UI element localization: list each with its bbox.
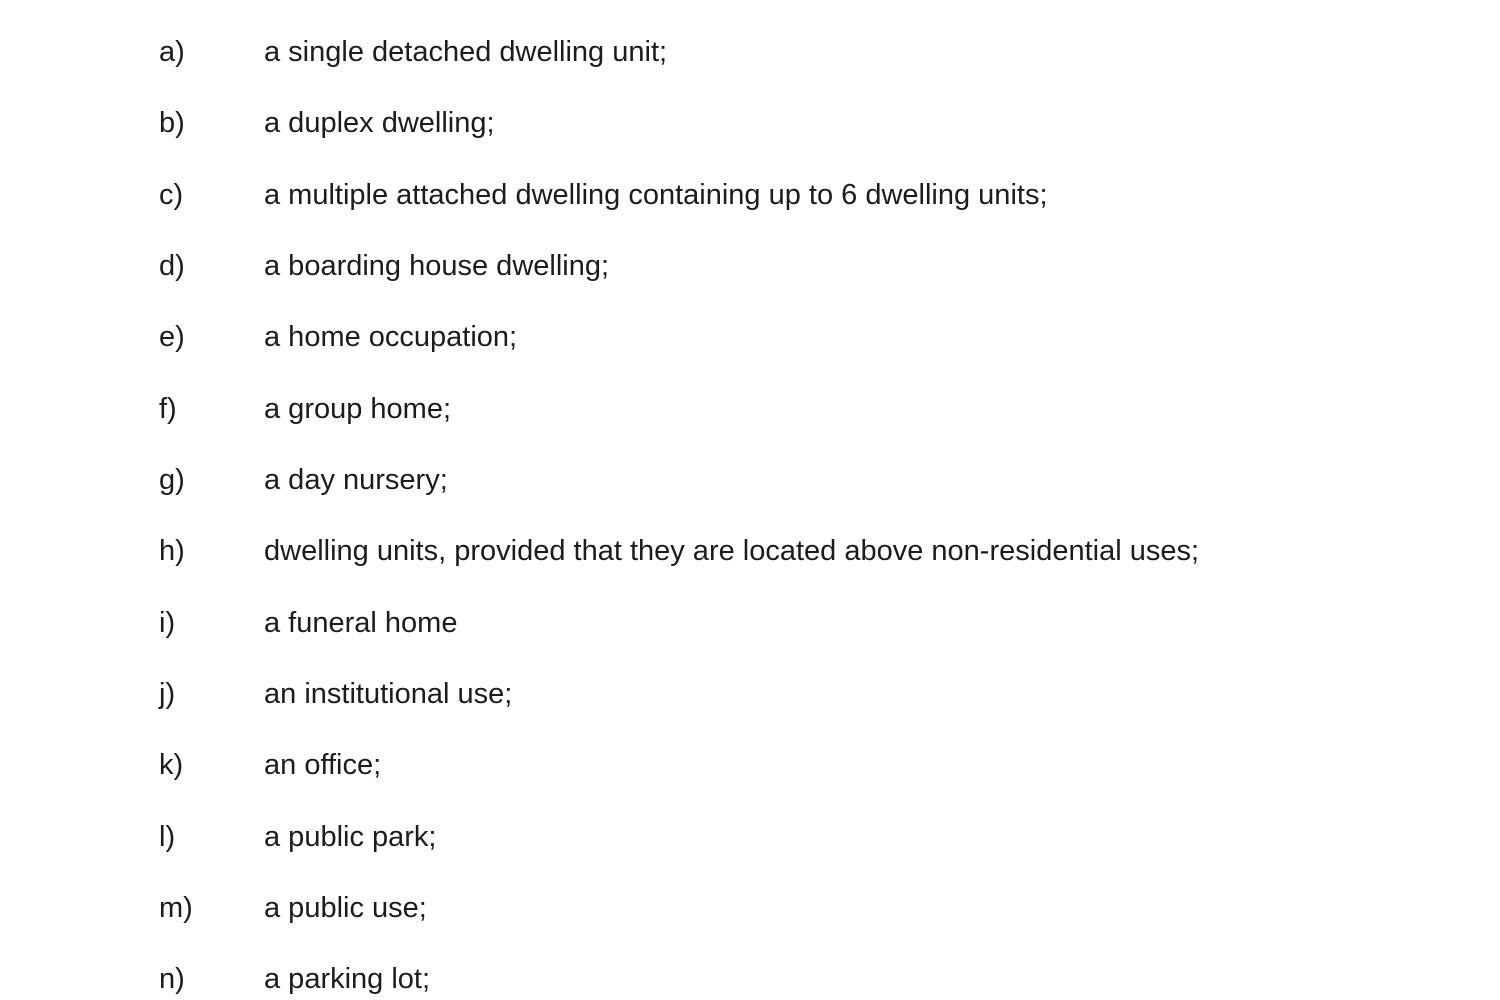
list-item-marker: l) bbox=[159, 821, 176, 853]
list-item-text: a public use; bbox=[264, 892, 427, 924]
list-item-text: a duplex dwelling; bbox=[264, 107, 495, 139]
list-item-marker: d) bbox=[159, 250, 185, 282]
list-item bbox=[0, 460, 1500, 500]
list-item-text: a boarding house dwelling; bbox=[264, 250, 610, 282]
list-item-marker: e) bbox=[159, 321, 185, 353]
list-item-marker: n) bbox=[159, 963, 185, 995]
list-item-marker: f) bbox=[159, 393, 177, 425]
list-item-text: dwelling units, provided that they are located above non-residential uses; bbox=[264, 535, 1200, 567]
list-item-marker: h) bbox=[159, 535, 185, 567]
list-item-marker: c) bbox=[159, 179, 184, 211]
list-item bbox=[0, 246, 1500, 286]
list-item-text: a home occupation; bbox=[264, 321, 518, 353]
list-item-marker: j) bbox=[159, 678, 176, 710]
list-item bbox=[0, 674, 1500, 714]
list-item-text: a day nursery; bbox=[264, 464, 448, 496]
list-item bbox=[0, 103, 1500, 143]
list-item bbox=[0, 603, 1500, 643]
list-item bbox=[0, 175, 1500, 215]
list-item-marker: g) bbox=[159, 464, 185, 496]
list-item-text: an institutional use; bbox=[264, 678, 513, 710]
list-item-text: a multiple attached dwelling containing up to 6 dwelling units; bbox=[264, 179, 1048, 211]
list-item-text: a group home; bbox=[264, 393, 452, 425]
list-item-text: a public park; bbox=[264, 821, 437, 853]
list-item bbox=[0, 531, 1500, 571]
list-item-marker: a) bbox=[159, 36, 185, 68]
list-item-marker: i) bbox=[159, 607, 176, 639]
list-item-text: a funeral home bbox=[264, 607, 458, 639]
list-item bbox=[0, 959, 1500, 999]
list-item-marker: k) bbox=[159, 749, 184, 781]
list-item bbox=[0, 317, 1500, 357]
list-item bbox=[0, 389, 1500, 429]
list-item-marker: b) bbox=[159, 107, 185, 139]
list-item bbox=[0, 888, 1500, 928]
list-item bbox=[0, 32, 1500, 72]
list-item bbox=[0, 745, 1500, 785]
list-item-text: a parking lot; bbox=[264, 963, 431, 995]
list-item-text: an office; bbox=[264, 749, 382, 781]
list-item-marker: m) bbox=[159, 892, 193, 924]
list-item-text: a single detached dwelling unit; bbox=[264, 36, 668, 68]
list-item bbox=[0, 817, 1500, 857]
